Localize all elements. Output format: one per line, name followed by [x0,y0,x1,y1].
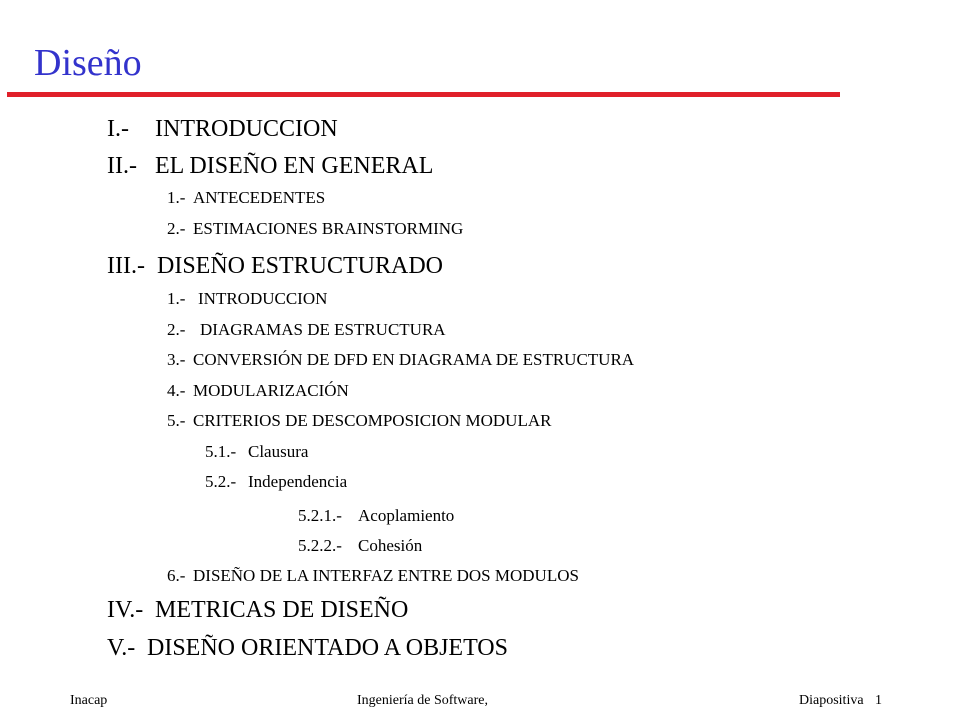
outline-number: 5.2.1.- [298,506,342,525]
outline-text: INTRODUCCION [198,289,328,308]
outline-number: 5.2.- [205,472,237,491]
outline-number: 1.- [167,188,186,207]
outline-text: MODULARIZACIÓN [193,381,349,400]
footer-center: Ingeniería de Software, [357,693,488,708]
outline-number: 5.2.2.- [298,536,342,555]
outline-number: 5.- [167,411,186,430]
slide-title: Diseño [34,42,142,84]
outline-text: CRITERIOS DE DESCOMPOSICION MODULAR [193,411,552,430]
outline-number: II.- [107,153,137,179]
outline-text: ANTECEDENTES [193,188,326,207]
outline-text: Cohesión [358,536,423,555]
outline-number: 2.- [167,320,186,339]
outline-text: EL DISEÑO EN GENERAL [155,153,434,179]
title-underline [7,92,840,97]
outline-text: Independencia [248,472,348,491]
outline-number: III.- [107,253,145,279]
outline-text: Clausura [248,442,309,461]
outline-text: DISEÑO ORIENTADO A OBJETOS [147,635,508,661]
outline-number: 5.1.- [205,442,237,461]
outline-text: DIAGRAMAS DE ESTRUCTURA [200,320,446,339]
outline-number: 3.- [167,350,186,369]
outline-number: 2.- [167,219,186,238]
outline-text: DISEÑO DE LA INTERFAZ ENTRE DOS MODULOS [193,566,579,585]
footer-left: Inacap [70,693,108,708]
footer-slide-label: Diapositiva [799,693,864,708]
outline-number: 4.- [167,381,186,400]
outline-text: CONVERSIÓN DE DFD EN DIAGRAMA DE ESTRUCTURA [193,350,635,369]
outline-text: ESTIMACIONES BRAINSTORMING [193,219,464,238]
outline-text: Acoplamiento [358,506,455,525]
outline-number: I.- [107,116,129,142]
footer-right [799,694,882,708]
outline-number: IV.- [107,597,144,623]
outline-text: METRICAS DE DISEÑO [155,597,409,623]
outline-number: 6.- [167,566,186,585]
outline-text: DISEÑO ESTRUCTURADO [157,253,444,279]
footer-slide-number: 1 [875,693,883,708]
outline-text: INTRODUCCION [155,116,338,142]
outline-number: V.- [107,635,136,661]
outline-number: 1.- [167,289,186,308]
